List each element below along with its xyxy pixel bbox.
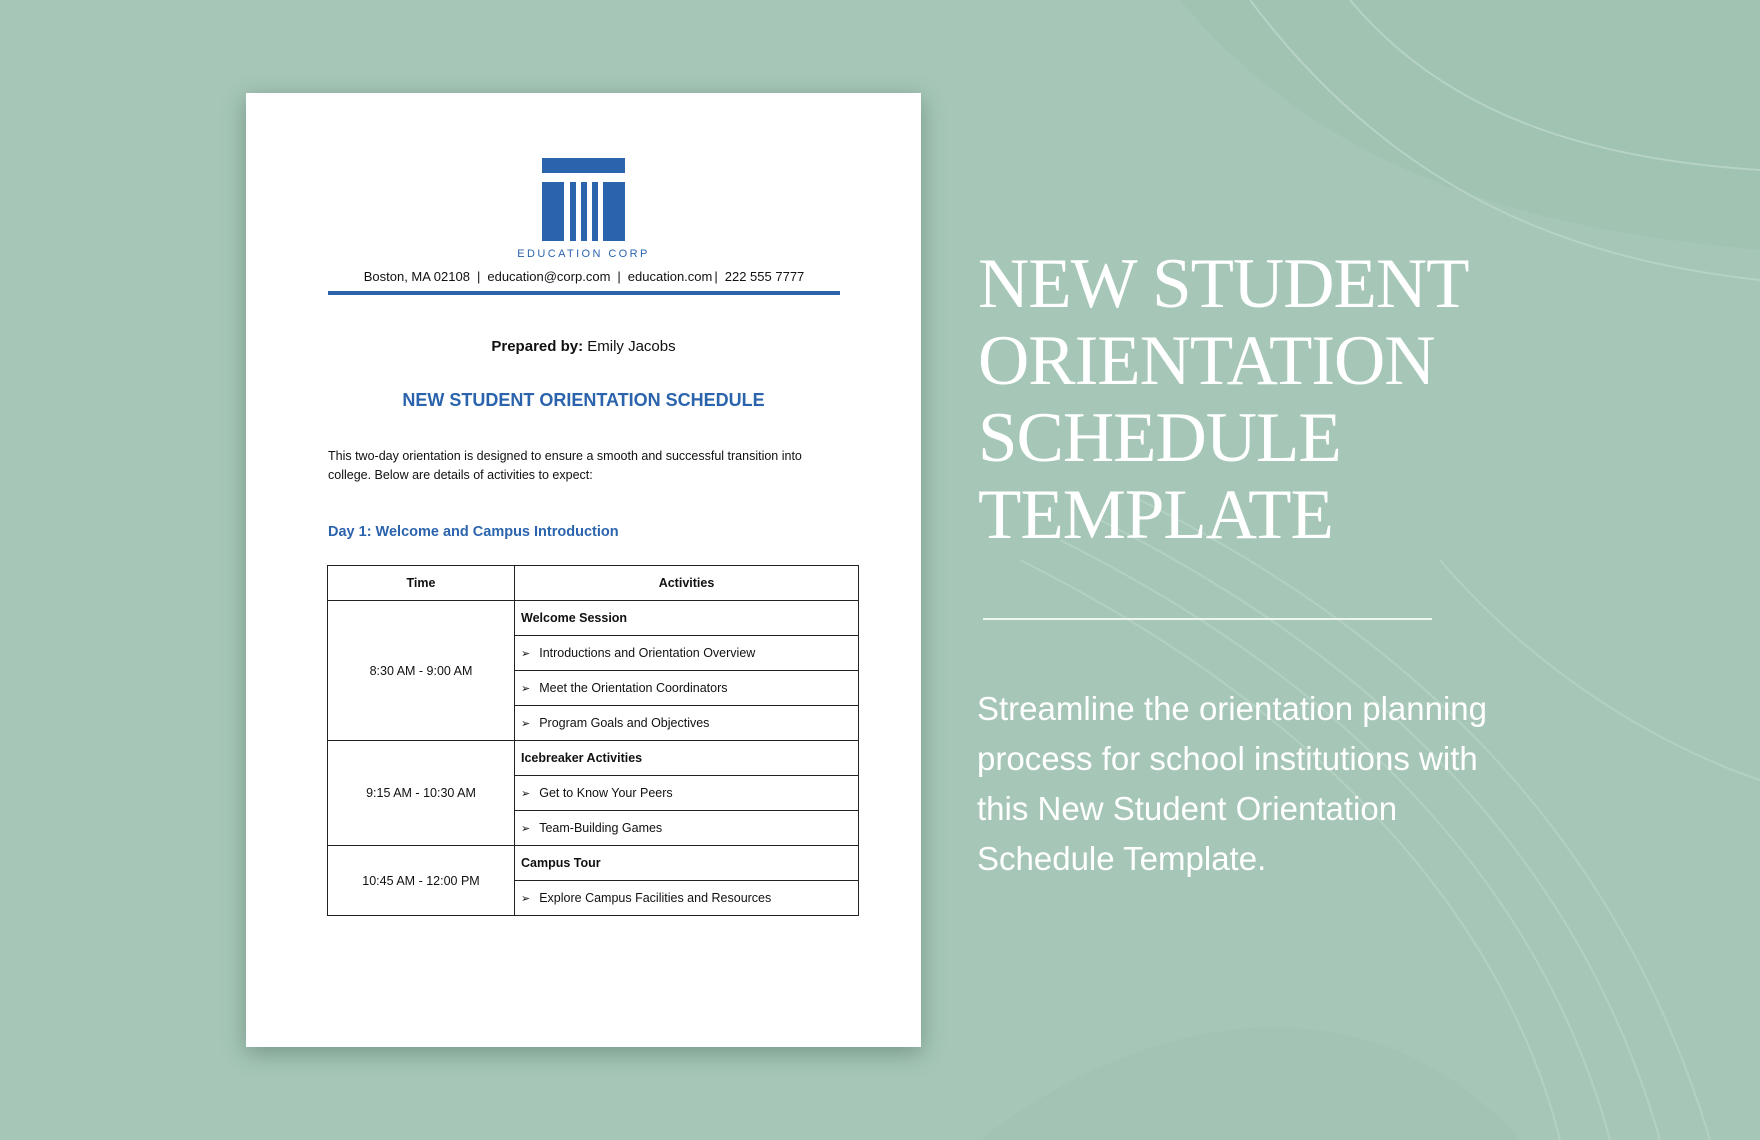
- session-time: 10:45 AM - 12:00 PM: [328, 846, 515, 916]
- contact-website: education.com: [627, 269, 713, 284]
- arrow-bullet-icon: ➢: [521, 683, 531, 695]
- contact-separator: |: [714, 269, 718, 284]
- activity-item: [515, 881, 859, 916]
- prepared-label: Prepared by:: [491, 338, 584, 355]
- arrow-bullet-icon: ➢: [521, 648, 531, 660]
- session-title: Welcome Session: [515, 601, 859, 636]
- activity-label: Team-Building Games: [539, 821, 663, 835]
- prepared-by: [246, 338, 921, 355]
- activity-item: [515, 776, 859, 811]
- day1-heading: Day 1: Welcome and Campus Introduction: [328, 524, 619, 540]
- activity-label: Meet the Orientation Coordinators: [539, 681, 728, 695]
- contact-line: [328, 269, 840, 284]
- activity-label: Introductions and Orientation Overview: [539, 646, 756, 660]
- company-name: EDUCATION CORP: [517, 248, 650, 260]
- header-rule: [328, 291, 840, 295]
- session-title: Icebreaker Activities: [515, 741, 859, 776]
- contact-separator: |: [476, 269, 481, 284]
- contact-email: education@corp.com: [487, 269, 611, 284]
- contact-phone: 222 555 7777: [724, 269, 805, 284]
- activity-label: Program Goals and Objectives: [539, 716, 710, 730]
- session-time: 8:30 AM - 9:00 AM: [328, 601, 515, 741]
- table-header-row: [328, 566, 859, 601]
- promo-title-line: SCHEDULE: [978, 399, 1341, 477]
- contact-separator: |: [617, 269, 621, 284]
- activity-item: [515, 636, 859, 671]
- arrow-bullet-icon: ➢: [521, 823, 531, 835]
- table-row: [328, 601, 859, 636]
- promo-divider: [983, 618, 1432, 620]
- activity-label: Get to Know Your Peers: [539, 786, 673, 800]
- arrow-bullet-icon: ➢: [521, 718, 531, 730]
- activity-item: [515, 671, 859, 706]
- schedule-table: [327, 565, 859, 916]
- pillar-logo-icon: [542, 158, 625, 241]
- promo-description: Streamline the orientation planning process for school institutions with this New Student Orientation Schedule Template.: [977, 690, 1488, 877]
- promo-title: [978, 246, 1698, 554]
- table-row: [328, 741, 859, 776]
- activity-item: [515, 811, 859, 846]
- session-title: Campus Tour: [515, 846, 859, 881]
- arrow-bullet-icon: ➢: [521, 788, 531, 800]
- session-time: 9:15 AM - 10:30 AM: [328, 741, 515, 846]
- header-activities: Activities: [515, 566, 859, 601]
- promo-title-line: TEMPLATE: [978, 476, 1333, 554]
- arrow-bullet-icon: ➢: [521, 893, 531, 905]
- promo-title-line: NEW STUDENT: [978, 245, 1469, 323]
- document-page: [246, 93, 921, 1047]
- activity-item: [515, 706, 859, 741]
- intro-paragraph: This two-day orientation is designed to ensure a smooth and successful transition into college. Below are details of activities to expect:: [328, 449, 802, 482]
- table-row: [328, 846, 859, 881]
- promo-title-line: ORIENTATION: [978, 322, 1435, 400]
- contact-address: Boston, MA 02108: [363, 269, 470, 284]
- header-time: Time: [328, 566, 515, 601]
- document-title: NEW STUDENT ORIENTATION SCHEDULE: [402, 390, 765, 410]
- prepared-name: Emily Jacobs: [587, 338, 676, 355]
- activity-label: Explore Campus Facilities and Resources: [539, 891, 772, 905]
